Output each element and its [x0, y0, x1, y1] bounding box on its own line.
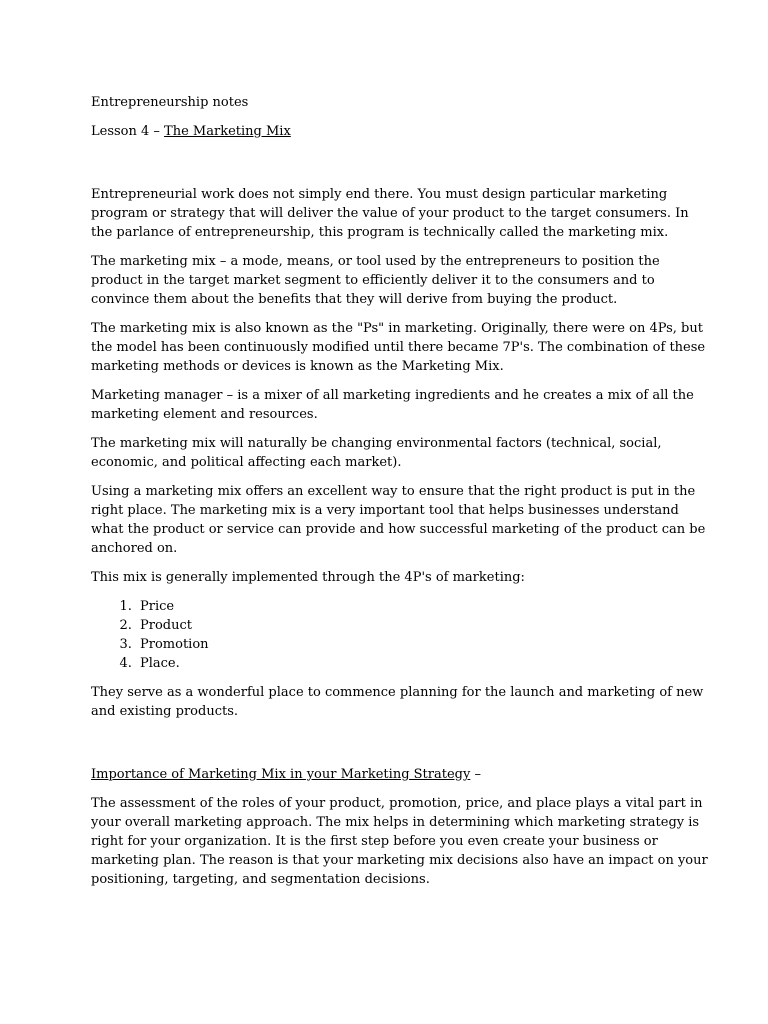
lesson-title: The Marketing Mix — [164, 124, 291, 139]
list-item: 2. Product — [136, 616, 711, 635]
section-heading: Importance of Marketing Mix in your Marketing Strategy — [91, 767, 471, 782]
paragraph-factors: The marketing mix will naturally be changing environmental factors (technical, social, economic, and political affecting each market). — [91, 436, 662, 470]
document-body — [91, 93, 711, 899]
lesson-title-line — [91, 122, 711, 141]
document-header: Entrepreneurship notes — [91, 95, 249, 110]
four-ps-list — [91, 597, 711, 673]
lesson-prefix: Lesson 4 – — [91, 124, 165, 139]
list-item: 4. Place. — [136, 654, 711, 673]
section-heading-line — [91, 765, 711, 784]
section-heading-suffix: – — [470, 767, 481, 782]
paragraph-4ps-intro: This mix is generally implemented through the 4P's of marketing: — [91, 570, 525, 585]
list-item: 3. Promotion — [136, 635, 711, 654]
paragraph-closing: They serve as a wonderful place to commence planning for the launch and marketing of new and existing products. — [91, 685, 704, 719]
paragraph-definition: The marketing mix – a mode, means, or tool used by the entrepreneurs to position the product in the target market segment to efficiently deliver it to the consumers and to convince them about the benefits that they will derive from buying the product. — [91, 254, 660, 307]
section-body: The assessment of the roles of your product, promotion, price, and place plays a vital part in your overall marketing approach. The mix helps in determining which marketing strategy is right for your organization. It is the first step before you even create your business or marketing plan. The reason is that your marketing mix decisions also have an impact on your positioning, targeting, and segmentation decisions. — [91, 796, 708, 887]
paragraph-usage: Using a marketing mix offers an excellent way to ensure that the right product is put in the right place. The marketing mix is a very important tool that helps businesses understand what the product or service can provide and how successful marketing of the product can be anchored on. — [91, 484, 706, 556]
list-item: 1. Price — [136, 597, 711, 616]
paragraph-intro: Entrepreneurial work does not simply end there. You must design particular marketing program or strategy that will deliver the value of your product to the target consumers. In the parlance of entrepreneurship, this program is technically called the marketing mix. — [91, 187, 689, 240]
paragraph-ps: The marketing mix is also known as the "Ps" in marketing. Originally, there were on 4Ps, but the model has been continuously modified until there became 7P's. The combination of these marketing methods or devices is known as the Marketing Mix. — [91, 321, 706, 374]
paragraph-manager: Marketing manager – is a mixer of all marketing ingredients and he creates a mix of all the marketing element and resources. — [91, 388, 694, 422]
